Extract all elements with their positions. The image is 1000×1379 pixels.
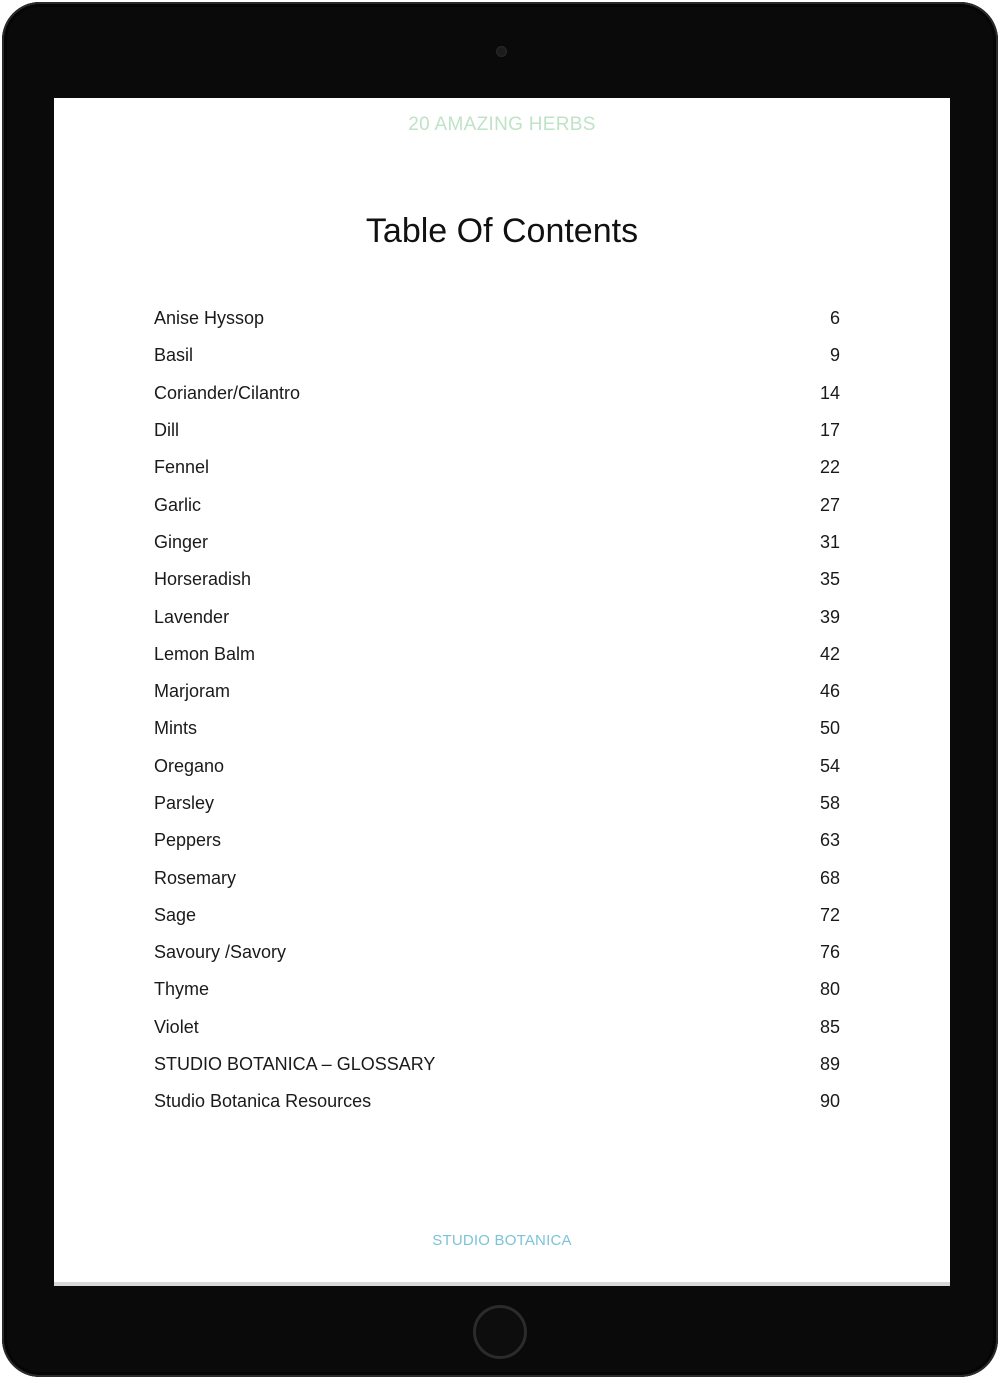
toc-entry-page: 9	[829, 345, 840, 366]
page-title: Table Of Contents	[365, 212, 639, 250]
toc-entry-label: Sage	[154, 904, 197, 925]
toc-entry[interactable]	[154, 897, 840, 934]
toc-entry[interactable]	[154, 486, 840, 523]
toc-entry[interactable]	[154, 524, 840, 561]
toc-entry-label: Rosemary	[154, 867, 237, 888]
toc-entry[interactable]	[154, 1083, 840, 1120]
toc-entry-page: 31	[819, 531, 840, 552]
toc-entry-label: Marjoram	[154, 681, 231, 702]
toc-entry[interactable]	[154, 859, 840, 896]
home-button[interactable]	[473, 1305, 527, 1359]
toc-entry-page: 68	[819, 867, 840, 888]
toc-entry[interactable]	[154, 375, 840, 412]
running-footer: STUDIO BOTANICA	[432, 1232, 572, 1249]
tablet-frame	[2, 2, 998, 1377]
toc-entry-page: 14	[819, 382, 840, 403]
toc-entry[interactable]	[154, 449, 840, 486]
toc-entry-label: Anise Hyssop	[154, 308, 265, 329]
toc-entry-label: Coriander/Cilantro	[154, 382, 301, 403]
toc-entry-page: 63	[819, 830, 840, 851]
toc-entry-label: STUDIO BOTANICA – GLOSSARY	[154, 1054, 436, 1075]
toc-entry-page: 90	[819, 1091, 840, 1112]
toc-entry-page: 22	[819, 457, 840, 478]
document-page	[54, 98, 950, 1286]
toc-entry-page: 42	[819, 643, 840, 664]
toc-entry-label: Basil	[154, 345, 194, 366]
toc-entry-page: 89	[819, 1054, 840, 1075]
camera-icon	[496, 46, 507, 57]
toc-entry[interactable]	[154, 1009, 840, 1046]
toc-entry-page: 85	[819, 1016, 840, 1037]
toc-entry-page: 39	[819, 606, 840, 627]
toc-entry-page: 80	[819, 979, 840, 1000]
toc-entry-label: Dill	[154, 420, 179, 441]
toc-entry-page: 17	[819, 420, 840, 441]
toc-entry-label: Ginger	[154, 531, 209, 552]
toc-entry[interactable]	[154, 710, 840, 747]
toc-entry-page: 35	[819, 569, 840, 590]
toc-entry-label: Parsley	[154, 793, 215, 813]
running-header: 20 AMAZING HERBS	[408, 114, 596, 135]
toc-entry-page: 72	[819, 904, 840, 925]
toc-entry-page: 27	[819, 494, 840, 515]
toc-entry-label: Garlic	[154, 494, 202, 515]
toc-entry-label: Oregano	[154, 755, 225, 776]
toc-entry-label: Lavender	[154, 606, 230, 627]
toc-entry[interactable]	[154, 300, 840, 337]
toc-entry[interactable]	[154, 934, 840, 971]
toc-entry-label: Savoury /Savory	[154, 942, 287, 963]
toc-entry[interactable]	[154, 337, 840, 374]
toc-entry-page: 46	[819, 681, 840, 702]
toc-entry[interactable]	[154, 561, 840, 598]
toc-entry[interactable]	[154, 673, 840, 710]
toc-entry-label: Studio Botanica Resources	[154, 1091, 372, 1112]
toc-entry-label: Lemon Balm	[154, 643, 256, 664]
toc-entry[interactable]	[154, 636, 840, 673]
toc-entry[interactable]	[154, 822, 840, 859]
toc-entry-label: Peppers	[154, 830, 222, 851]
toc-entry-page: 54	[819, 755, 840, 776]
toc-entry[interactable]	[154, 748, 840, 785]
toc-entry[interactable]	[154, 598, 840, 635]
toc-entry[interactable]	[154, 1046, 840, 1083]
toc-entry-page: 76	[819, 942, 840, 963]
toc-entry-page: 50	[819, 718, 840, 739]
toc-entry[interactable]	[154, 785, 840, 822]
toc-entry-label: Thyme	[154, 979, 210, 1000]
toc-entry-label: Mints	[154, 718, 198, 739]
toc-entry-page: 6	[829, 308, 840, 329]
toc-entry-page: 58	[819, 793, 840, 813]
toc-entry-label: Horseradish	[154, 569, 252, 590]
toc-entry-label: Violet	[154, 1016, 199, 1037]
toc-list	[154, 300, 840, 1121]
toc-entry-label: Fennel	[154, 457, 210, 478]
toc-entry[interactable]	[154, 412, 840, 449]
toc-entry[interactable]	[154, 971, 840, 1008]
